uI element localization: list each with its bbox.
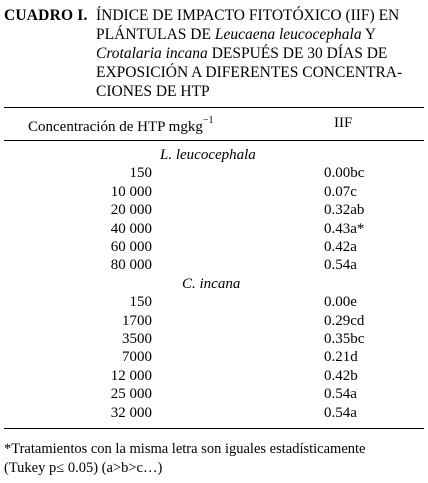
concentration-cell: 3500 <box>122 331 152 347</box>
iif-cell: 0.42b <box>324 367 358 384</box>
concentration-cell: 7000 <box>122 349 152 366</box>
iif-cell: 0.43a* <box>324 220 365 237</box>
concentration-cell: 1700 <box>122 312 152 329</box>
concentration-cell: 12 000 <box>110 367 152 384</box>
caption-text: Y <box>361 26 377 43</box>
column-header-concentration <box>28 114 213 136</box>
caption-text: DESPUÉS DE 30 DÍAS DE <box>207 45 388 62</box>
concentration-cell: 150 <box>129 165 152 182</box>
concentration-cell: 150 <box>129 294 152 311</box>
iif-cell: 0.42a <box>324 239 357 255</box>
iif-cell: 0.07c <box>324 183 357 200</box>
top-rule <box>4 107 424 108</box>
concentration-cell: 20 000 <box>110 202 152 219</box>
caption-label: CUADRO I. <box>4 7 88 24</box>
species-name-crotalaria: Crotalaria incana <box>96 45 208 62</box>
iif-cell: 0.54a <box>324 257 357 274</box>
caption-line-2 <box>96 25 376 44</box>
species-name-leucaena: Leucaena leucocephala <box>214 26 362 43</box>
group-label: L. leucocephala <box>160 147 256 163</box>
iif-cell: 0.29cd <box>324 312 365 329</box>
concentration-cell: 25 000 <box>110 386 152 403</box>
iif-cell: 0.00bc <box>324 165 365 182</box>
footnote-line-1: *Tratamientos con la misma letra son iguales estadísticamente <box>4 441 366 457</box>
iif-cell: 0.32ab <box>324 202 365 219</box>
caption-line-1: ÍNDICE DE IMPACTO FITOTÓXICO (IIF) EN <box>96 7 400 24</box>
concentration-cell: 32 000 <box>110 404 152 421</box>
column-header-iif: IIF <box>334 115 353 131</box>
iif-cell: 0.54a <box>324 386 357 403</box>
iif-cell: 0.00e <box>324 294 357 311</box>
iif-cell: 0.35bc <box>324 331 365 347</box>
footnote <box>4 440 428 478</box>
header-label: Concentración de HTP mgkg <box>28 119 203 135</box>
bottom-rule <box>4 428 424 429</box>
caption-text: PLÁNTULAS DE <box>96 26 215 43</box>
header-rule <box>4 140 424 141</box>
caption-line-3 <box>96 44 387 63</box>
iif-cell: 0.21d <box>324 349 358 366</box>
concentration-cell: 80 000 <box>110 257 152 274</box>
concentration-cell: 10 000 <box>110 183 152 200</box>
caption-line-5: CIONES DE HTP <box>96 83 210 100</box>
header-superscript: −1 <box>202 115 214 126</box>
group-label: C. incana <box>182 275 241 292</box>
footnote-line-2: (Tukey p≤ 0.05) (a>b>c…) <box>4 460 163 476</box>
iif-cell: 0.54a <box>324 404 357 421</box>
caption-line-4: EXPOSICIÓN A DIFERENTES CONCENTRA- <box>96 64 403 81</box>
concentration-cell: 40 000 <box>110 220 152 237</box>
concentration-cell: 60 000 <box>110 239 152 255</box>
